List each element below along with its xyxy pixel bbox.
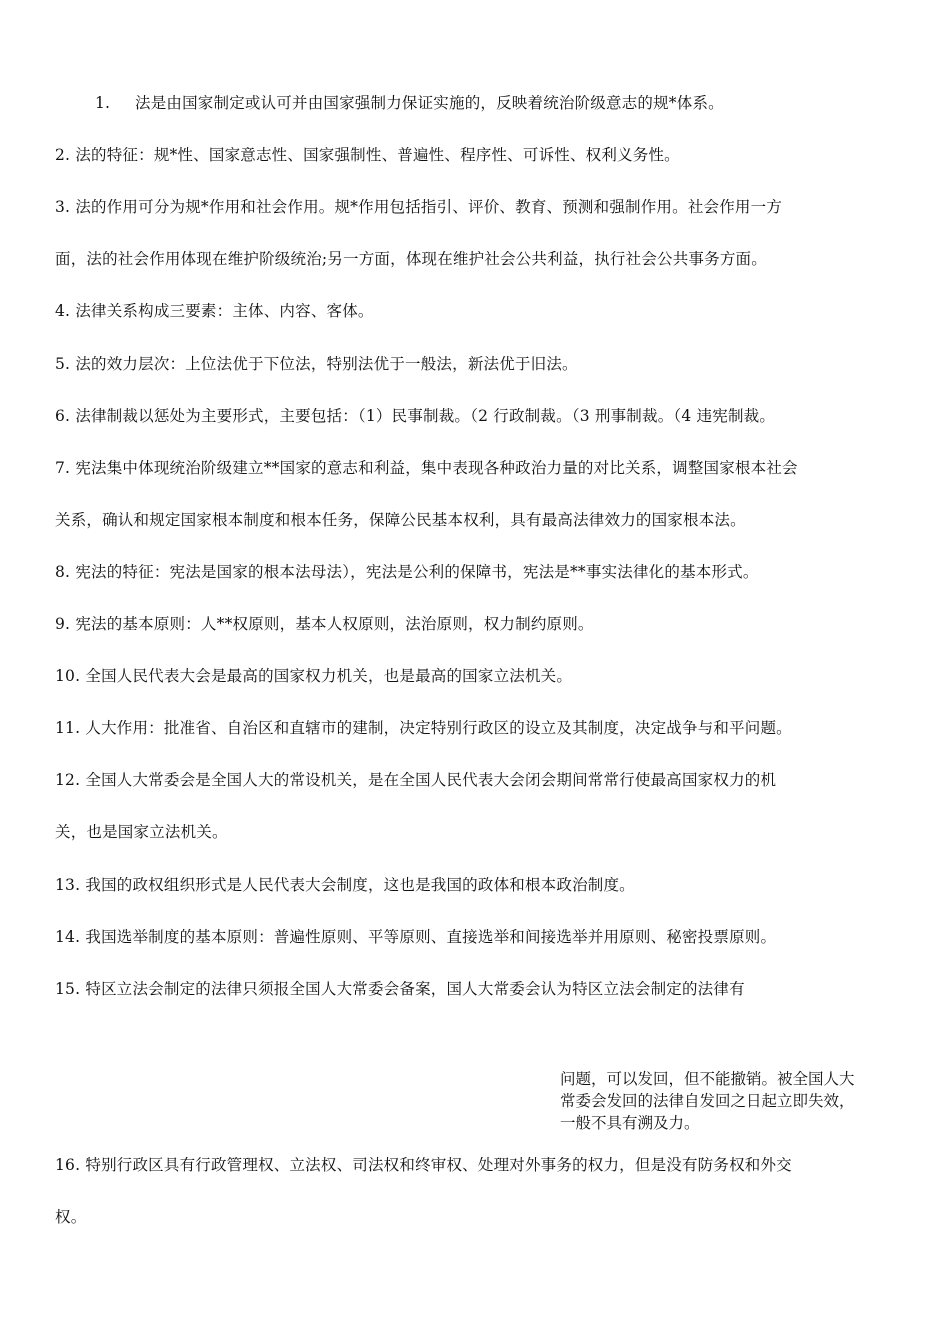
item-11: 11. 人大作用：批准省、自治区和直辖市的建制，决定特别行政区的设立及其制度，决定战争与和平问题。	[55, 719, 792, 737]
item-7-line-2: 关系，确认和规定国家根本制度和根本任务，保障公民基本权利，具有最高法律效力的国家根本法。	[55, 511, 746, 529]
item-14: 14. 我国选举制度的基本原则：普遍性原则、平等原则、直接选举和间接选举并用原则、秘密投票原则。	[55, 928, 777, 946]
item-4: 4. 法律关系构成三要素：主体、内容、客体。	[55, 302, 374, 320]
item-2: 2. 法的特征：规*性、国家意志性、国家强制性、普遍性、程序性、可诉性、权利义务性。	[55, 146, 680, 164]
item-number: 1.	[95, 94, 111, 112]
item-3-line-2: 面，法的社会作用体现在维护阶级统治;另一方面，体现在维护社会公共利益，执行社会公共事务方面。	[55, 250, 767, 268]
item-text: 法是由国家制定或认可并由国家强制力保证实施的，反映着统治阶级意志的规*体系。	[135, 94, 724, 112]
item-7-line-1: 7. 宪法集中体现统治阶级建立**国家的意志和利益，集中表现各种政治力量的对比关系，调整国家根本社会	[55, 459, 798, 477]
note-line: 一般不具有溯及力。	[560, 1114, 700, 1132]
item-15-continuation-note	[560, 1068, 910, 1134]
item-8: 8. 宪法的特征：宪法是国家的根本法母法），宪法是公利的保障书，宪法是**事实法律化的基本形式。	[55, 563, 759, 581]
item-1	[55, 92, 915, 114]
item-16-line-1: 16. 特别行政区具有行政管理权、立法权、司法权和终审权、处理对外事务的权力，但是没有防务权和外交	[55, 1156, 792, 1174]
item-3-line-1: 3. 法的作用可分为规*作用和社会作用。规*作用包括指引、评价、教育、预测和强制作用。社会作用一方	[55, 198, 783, 216]
item-16-line-2: 权。	[55, 1208, 87, 1226]
item-13: 13. 我国的政权组织形式是人民代表大会制度，这也是我国的政体和根本政治制度。	[55, 876, 635, 894]
item-12-line-1: 12. 全国人大常委会是全国人大的常设机关，是在全国人民代表大会闭会期间常常行使最高国家权力的机	[55, 771, 777, 789]
item-6: 6. 法律制裁以惩处为主要形式，主要包括：（1）民事制裁。（2 行政制裁。（3 刑事制裁。（4 违宪制裁。	[55, 407, 776, 425]
item-12-line-2: 关，也是国家立法机关。	[55, 823, 228, 841]
item-5: 5. 法的效力层次：上位法优于下位法，特别法优于一般法，新法优于旧法。	[55, 355, 578, 373]
item-10: 10. 全国人民代表大会是最高的国家权力机关，也是最高的国家立法机关。	[55, 667, 573, 685]
note-line: 问题，可以发回，但不能撤销。被全国人大	[560, 1070, 855, 1088]
item-15: 15. 特区立法会制定的法律只须报全国人大常委会备案，国人大常委会认为特区立法会制定的法律有	[55, 980, 745, 998]
item-9: 9. 宪法的基本原则：人**权原则，基本人权原则，法治原则，权力制约原则。	[55, 615, 594, 633]
note-line: 常委会发回的法律自发回之日起立即失效，	[560, 1092, 855, 1110]
